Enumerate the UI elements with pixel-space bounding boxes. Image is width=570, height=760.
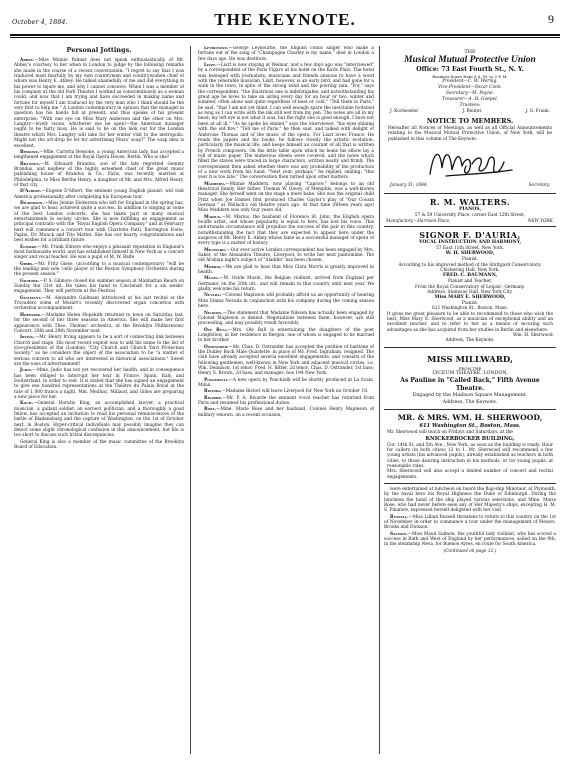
paragraph-lead: Morris. bbox=[204, 264, 222, 270]
paragraph-text: —Minnie Maddern, now playing "Caprice," belongs to an old theatrical family. Her father, Thomas W. Davey, of Memphis, was a well-known manager. She herself went on the stage a mere babe. She was the original child Fritz when Joe Emmet first produced Charles Gaylor's play of "Our Cousin German," at Wallack's old theatre years ago. At that time (fifteen years ago) Miss Maddern was only four years old. bbox=[198, 181, 374, 214]
paragraph-text: —Miss Jennie Dickerson who left for England in the spring has, we are glad to hear, achieved quite a success. In addition to singing at some of the best London concerts, she has taken part in many musical entertainments in society circles. She is now fulfilling an engagement as principal contralto with the "Royal English Opera Company," and in February next will commence a concert tour with Charlotta Patti, Barrington Foote, Papini, Dr. Munck and Tito Mattei. She has our hearty congratulations and best wishes for a brilliant future. bbox=[14, 200, 184, 244]
article-paragraph bbox=[384, 487, 556, 514]
auria-subtitle: VOCAL INSTRUCTION AND HARMONY, bbox=[418, 240, 522, 246]
walters-pianos: PIANOS, bbox=[458, 206, 482, 212]
column-divider-1 bbox=[190, 46, 191, 754]
walters-name: R. M. WALTERS. bbox=[429, 196, 511, 207]
paragraph-text: —Mr. Henry Irving appears to be a sort of connecting link between Church and stage. His most recent exploit was to add his name to the list of vice-presidents of the (London) "City Church and Church Yard Protection Society," as he considers the object of the association to be "a matter of serious concern to all who are interested in historical associations." Sweet are the uses of advertisement! bbox=[14, 335, 184, 367]
article-paragraph bbox=[14, 150, 184, 161]
page-date: October 4, 1884. bbox=[12, 18, 68, 26]
union-trustees bbox=[386, 109, 554, 115]
article-paragraph bbox=[198, 63, 374, 181]
article-paragraph bbox=[198, 276, 374, 292]
paragraph-text: —Miss Lillian Russell threatens to return to this country on the 1st of November in order to commence a tour under the management of Messrs. Brooks and Dickson. bbox=[384, 514, 556, 531]
millward-name: MISS MILLWARD, bbox=[427, 354, 513, 365]
notice-date: January 31, 1884. bbox=[390, 182, 428, 188]
page-number: 9 bbox=[548, 12, 554, 26]
paragraph-text: —Liszt is now staying at Weimar, and a few days ago was "interviewed" by a correspondent of the Paris Figaro at his hotel on the Karls Platz. The hotel was besieged with journalists, musicians and friends anxious to have a word with the venerable musician. Liszt, however, is an early bird, and had gone for a walk in the town, in spite of the strong wind and the pouring rain. "For," says the correspondent, "the illustrious one is indefatigable, and notwithstanding his great age he loves to take an airing every day for an hour or two, winter and summer, often alone and quite regardless of heat or cold." "Tell them in Paris," he said, "that I am not yet blind. I can well enough spare the inevitable footstool as long as I can write with the ink still wet from my pen. The notes are all in my head; my left eye is not what it was, but the right one is good enough. I have not been at all ill." "As he spoke he smiled," says the interviewer, "his eyes shining with the old fire." "Tell me of Paris," he then said, and talked with delight of Ambroise Thomas and of the music of the opera. For Liszt loves France. He reads the papers and his books, he follows closely the artistic evolution, particularly the musical life, and keeps himself au courant of all that is written by French composers. On the little table upon which he leans his elbow lay a roll of music paper. The numerous sheets were covered, and the notes which filled the staves were traced in large characters, written neatly and firmly. The correspondent then asked whether there was any probability of the production of a new work from his hand. "Next year, perhaps," he replied, smiling; "this year it is too late." The conversation then turned upon other matters. bbox=[198, 63, 374, 181]
paragraph-text: —The statement that Madame Nilsson has actually been engaged by Colonel Mapleson is denied. Negotiations between them, however, are still proceeding, and may possibly result favorably. bbox=[198, 310, 374, 327]
paragraph-lead: Brandus. bbox=[20, 161, 41, 167]
paragraph-list bbox=[198, 46, 374, 418]
paragraph-lead: Rose. bbox=[204, 407, 217, 413]
column-middle bbox=[198, 46, 374, 756]
teacher3-address: 611 Washington St., Boston, Mass. bbox=[432, 306, 508, 312]
union-the: THE bbox=[464, 49, 476, 55]
article-paragraph bbox=[14, 401, 184, 438]
teacher2-line: From the Royal Conservatory of Leipsic, Germany. bbox=[414, 284, 526, 290]
paragraph-lead: Ristori. bbox=[204, 389, 222, 395]
paragraph-text: —We are glad to hear that Miss Clara Morris is greatly improved in health. bbox=[198, 264, 374, 276]
article-paragraph bbox=[198, 396, 374, 407]
article-paragraph bbox=[14, 189, 184, 200]
teacher1-line: According to his improved method of the Stuttgard Conservatory. bbox=[398, 262, 542, 268]
article-paragraph bbox=[198, 389, 374, 394]
column-divider-2 bbox=[379, 46, 380, 754]
handwritten-signature bbox=[426, 144, 516, 182]
paragraph-text: —Miss Minnie Palmer does not speak enthusiastically of Mr. Abbey's courtesy to her when in London to judge by the following remarks she made in the course of a recent conversation: "I regret to say that I was traduced most fearfully by my own countrymen and countrywomen chief of whom was Henry E. Abbey. He talked shamefully of me and did everything in his power to injure me, and why I cannot conceive. When I was a member of his company at the old Park Theatre I worked as conscientiously as a woman could, and now that I am trying and have succeeded in making name and fortune for myself I am traduced by the very man who I think should be the very first to help me." A London contemporary in opinion that the manager in question has his hands full at present, and thus speaks of his present enterprise: "With one eye on Miss Mary Anderson and the other on Mrs. Langtry—lovely vision, whichever eye be open!—the American manager ought to be fairly busy. He is said to be on the look out for the London theatre which Mrs. Langtry will take for her winter visit to the metropolis. Might not the art-drop be let for advertising Pears' soap?" The soap idea is excellent. bbox=[14, 58, 184, 149]
union-secretary: Secretary—M. Payne. bbox=[445, 91, 495, 96]
millward-theatre: LYCEUM THEATRE, LONDON, bbox=[432, 370, 508, 376]
paragraph-lead: Gibbs. bbox=[20, 261, 34, 267]
paragraph-list bbox=[384, 487, 556, 548]
paragraph-lead: Hopekirk. bbox=[20, 312, 42, 318]
paragraph-text: were entertained at luncheon on board the flag-ship Minotaur, at Plymouth, by the naval hero his Royal Highness the Duke of Edinburgh. During the luncheon the band of the ship played various selections, and Mme. Marie Rose, who had never before seen any of Her Majesty's ships, excepting H. M. S. Pinafore, expressed herself delighted with her visit. bbox=[384, 486, 556, 514]
article-paragraph bbox=[14, 296, 184, 312]
paragraph-lead: Guilmant. bbox=[20, 295, 42, 301]
paragraph-text: —Madame Helen Hopekirk returned to town on Saturday last, for the second of her three seasons in America. She will make her first appearance with Theo. Thomas' orchestra, at the Brooklyn Philharmonic Concert, 28th and 29th November next. bbox=[14, 312, 184, 334]
paragraph-lead: Marius. bbox=[204, 214, 222, 220]
paragraph-text: —M. Ovide Musin, the Belgian violinist, arrived from England per Germanic on the 20th ult., and will remain in this country until next year. We gladly welcome his return. bbox=[198, 276, 374, 293]
paragraph-lead: Ostrander. bbox=[204, 344, 229, 350]
millward-role: As Pauline in "Called Back," Fifth Avenue Theatre. bbox=[400, 377, 540, 393]
paragraph-lead: Judic. bbox=[20, 368, 33, 374]
union-ad bbox=[384, 46, 556, 194]
article-paragraph bbox=[198, 265, 374, 276]
masthead-title: THE KEYNOTE. bbox=[214, 10, 356, 29]
millward-from: FROM THE bbox=[458, 365, 482, 371]
article-paragraph bbox=[14, 313, 184, 334]
article-paragraph bbox=[14, 162, 184, 189]
paragraph-text: —Mr. P. A. Rivarde the eminent vocal teacher has returned from Paris and resumed his professional duties. bbox=[198, 395, 374, 406]
paragraph-lead: Maddern. bbox=[204, 181, 226, 187]
walters-city: NEW YORK. bbox=[527, 217, 554, 223]
paragraph-lead: Bessone. bbox=[20, 149, 40, 155]
union-office: Office: 73 East Fourth St., N. Y. bbox=[416, 66, 524, 73]
page-header bbox=[8, 8, 562, 34]
paragraph-lead: Koch. bbox=[20, 401, 34, 407]
paragraph-lead: Rivarde. bbox=[204, 395, 223, 401]
sherwood-address: 611 Washington St., Boston, Mass. bbox=[419, 423, 521, 430]
walters-address: 57 & 59 University Place, corner East 12th Street, bbox=[414, 212, 526, 218]
walters-manufactory bbox=[386, 218, 554, 223]
sherwood-text2: Cor. 14th St. and 5th Ave., New York, as soon as the building is ready. Hour for callers (in both cities) 12 to 1. Mr. Sherwood will recommend a few young artists (his advanced pupils), already established as teachers in both cities, to those desiring instruction in his methods, or for young pupils, at reasonable rates. bbox=[387, 442, 553, 469]
auria-address: 57 East 11th Street, New York. bbox=[436, 246, 504, 252]
teacher3-text: It gives me great pleasure to be able to recommend to those who wish the best, Miss Mary E. Sherwood, as a musician of exceptional ability and an excellent teacher, and to refer to her as a means of securing such advantages as she has acquired from her studies in Berlin and elsewhere. bbox=[387, 311, 553, 333]
notice-text: Hereafter all Notices of Meetings, as well as all Official Announcements relating to the Musical Mutual Protective Union, of New York, will be published in this column of The Keynote. bbox=[388, 126, 552, 142]
article-paragraph bbox=[198, 345, 374, 377]
article-paragraph bbox=[198, 46, 374, 62]
notice-title: NOTICE TO MEMBERS. bbox=[426, 117, 514, 125]
auria-ad bbox=[384, 227, 556, 348]
paragraph-text: —M. Alexandre Guilmant introduced at his last recital at the Trocadéro some of Mozart's recently discovered organ concertos with orchestral accompaniment. bbox=[14, 295, 184, 312]
column-advertisements bbox=[384, 46, 556, 756]
paragraph-text: —M. Edouard Brandus, son of the late regretted Gemmy Brandus, and nephew of the highly esteemed chief of the great music publishing house of Brandus & Co., Paris, was recently married at Philadelphia, to Miss Berthe Henry, a daughter of Mr. and Mrs. Alfred Henry, of that city. bbox=[14, 161, 184, 188]
paragraph-lead: Dickerson. bbox=[20, 200, 44, 206]
article-paragraph bbox=[14, 440, 184, 451]
paragraph-text: —Mr. Frank Elmore who enjoys a pleasant reputation in England's most fashionable world, and has established himself in New York as a concert singer and vocal teacher. He was a pupil of M. W. Balfe. bbox=[14, 244, 184, 261]
article-paragraph bbox=[384, 532, 556, 548]
paragraph-text: —A new opera by Ponchielli will be shortly produced at La Scala, Milan. bbox=[198, 377, 374, 388]
paragraph-lead: Russell. bbox=[390, 514, 409, 520]
walters-manufactory-label: Manufactory—Harrison Place, bbox=[386, 217, 451, 223]
article-paragraph bbox=[384, 515, 556, 531]
union-president: President—C. W. Wernig. bbox=[442, 79, 498, 84]
union-name: Musical Mutual Protective Union bbox=[404, 55, 536, 65]
teacher1-address: Chickering Hall, New York. bbox=[440, 267, 500, 273]
paragraph-lead: Gilmore. bbox=[20, 278, 40, 284]
millward-ad bbox=[384, 348, 556, 411]
article-paragraph bbox=[14, 279, 184, 295]
paragraph-lead: Salmon. bbox=[390, 531, 408, 537]
union-trustees-label: Trustees: bbox=[459, 103, 481, 108]
teacher1-role: Pianist. bbox=[461, 257, 479, 263]
paragraph-lead: Ole Bull. bbox=[204, 327, 229, 333]
article-paragraph bbox=[198, 407, 374, 418]
paragraph-lead: Liszt. bbox=[204, 63, 217, 69]
union-vice-president: Vice-President—Oscar Coon. bbox=[437, 85, 503, 90]
trustee-name: J. Kocheseler. bbox=[390, 109, 420, 114]
sherwood-text3: Mrs. Sherwood will also accept a limited number of concert and recital engagements. bbox=[387, 469, 553, 480]
paragraph-lead: Leybourne. bbox=[204, 46, 229, 51]
paragraph-lead: Nilsson. bbox=[204, 310, 223, 316]
signature-block bbox=[386, 142, 554, 182]
teacher2-name: FRED. C. BAUMANN, bbox=[442, 273, 498, 279]
article-paragraph bbox=[14, 58, 184, 149]
article-paragraph bbox=[14, 201, 184, 244]
paragraph-text: —M. Marius, the husband of Florence St. John, the English opera bouffe artist, and whose popularity is equal to hers, has lost his voice. This unfortunate circumstance will prejudice the success of the pair in this country, notwithstanding the fact that they are expected to appear here under the auspices of Mr. Henry E. Abbey whose fame as a successful manager of opera of every type is a matter of history. bbox=[198, 214, 374, 247]
article-paragraph bbox=[198, 328, 374, 344]
teacher3-role: Pianist. bbox=[461, 301, 479, 307]
teacher3-footer: Address, The Keynote. bbox=[445, 338, 495, 344]
paragraph-lead: D'Albert. bbox=[20, 189, 42, 195]
notice-role: Secretary. bbox=[528, 182, 550, 188]
teacher1-name: W. H. SHERWOOD, bbox=[445, 251, 495, 257]
union-hours: Business hours from 9 A. M. to 5 P. M. bbox=[432, 74, 508, 79]
millward-address: Address, The Keynote. bbox=[442, 399, 498, 405]
paragraph-text: —George Leybourne, the English comic singer who made a fortune out of the song of "Champagne Charley is my name," died in London a few days ago. He was destitute. bbox=[198, 46, 374, 62]
paragraph-text: —General Horatio King, an accomplished lawyer, a practical musician, a gallant soldier, an earnest politician, and a thoroughly a good fellow, has accepted an invitation to read his personal reminiscences of the battle of Bladensburg and the capture of Washington, on the 1st of October next, in Boston. Hyper-critical individuals may possibly imagine they can detect some slight chronological confusion in this announcement, but life is too short to discuss such trivial discrepancies. bbox=[14, 401, 184, 439]
teacher2-role: Pianist and Teacher, bbox=[447, 279, 492, 285]
article-paragraph bbox=[14, 335, 184, 367]
article-paragraph bbox=[198, 215, 374, 247]
paragraph-lead: Ponchielli. bbox=[204, 377, 229, 383]
paragraph-lead: Elmore. bbox=[20, 244, 38, 250]
article-paragraph bbox=[14, 368, 184, 400]
header-rule-thick bbox=[10, 34, 560, 36]
paragraph-text: —Our ever active London correspondent has been engaged by Mrs. Saker, of the Alexandra Theatre, Liverpool, to write her next pantomime. The old Arabian night's subject of "Aladdin" has been chosen. bbox=[198, 247, 374, 264]
teacher3-name: Miss MARY E. SHERWOOD, bbox=[434, 295, 506, 301]
header-rule-thin bbox=[10, 37, 560, 38]
article-paragraph bbox=[198, 182, 374, 214]
auria-name: SIGNOR F. D'AURIA, bbox=[419, 230, 521, 241]
section-title: Personal Jottings. bbox=[66, 46, 132, 54]
paragraph-text: General King is also a member of the music committee of the Brooklyn Board of Education. bbox=[14, 439, 184, 451]
paragraph-text: —Mrs. Ole Bull is entertaining the daughters of the poet Longfellow, at her residence in Bergen, one of whom is engaged to be married to her brother. bbox=[198, 327, 374, 344]
paragraph-text: —Mr. Chas. D. Ostrander has accepted the position of baritone of the Dudley Buck Male Quartette, in place of Mr. Fred. Ingraham, resigned. The club have already accepted several excellent engagements; and consists of the following gentlemen, well-known in New York and adjacent musical circles, i.e. Wm. Dennison, 1st tenor; Fred. H. Bitter, 2d tenor; Chas. D. Ostrander, 1st bass; Henry S. Brown, 2d bass, and manager; box 194 New York. bbox=[198, 344, 374, 377]
sherwood-ad bbox=[384, 410, 556, 484]
paragraph-text: —Miss Maud Salmon, the youthful lady violinist, who has scored a success in Bath and West of England by her performances, sailed on the 9th, in the steamship Neva, for Buenos Ayres, en route for South America. bbox=[384, 531, 556, 548]
paragraph-text: —Mr. Fritz Giese, (according to a musical contemporary) "will be the leading and sole 'cello player of the Boston Symphony Orchestra during the present season." bbox=[14, 261, 184, 278]
article-paragraph bbox=[14, 245, 184, 261]
millward-engaged: Engaged by the Madison Square Management. bbox=[412, 393, 528, 399]
trustee-name: J. Reuter. bbox=[462, 109, 483, 114]
paragraph-list bbox=[14, 58, 184, 450]
article-paragraph bbox=[198, 378, 374, 389]
continued-note: (Continued on page 12.) bbox=[443, 548, 497, 554]
paragraph-text: —Mme. Judic has not yet recovered her health, and in consequence has been obliged to interrupt her tour in France, Spain, Italy, and Switzerland, in order to rest. It is stated that she has signed an engagement to give one hundred representations at the Théâtre du Palais Royal at the rate of 1,000 francs a night. Mm. Meilhac, Millaud, and Gilles are preparing a new piece for her. bbox=[14, 368, 184, 400]
article-paragraph bbox=[14, 262, 184, 278]
paragraph-text: —P. S. Gilmore closed his summer season at Manhattan Beach on Sunday the 31st ult. He takes his band to Cincinnati for a six weeks' engagement. They will perform at the Festival. bbox=[14, 278, 184, 295]
teacher2-address: Address, Steinway Hall, New York City. bbox=[427, 289, 513, 295]
article-paragraph bbox=[198, 248, 374, 264]
paragraph-lead: Nevada. bbox=[204, 293, 222, 299]
paragraph-text: —Madame Ristori will leave Liverpool for New York on October 18. bbox=[221, 389, 369, 395]
paragraph-text: —Mme. Marie Rose and her husband, Colonel Henry Mapleson of military renown, on a recent occasion, bbox=[198, 407, 374, 418]
sherwood-building: KNICKERBOCKER BUILDING, bbox=[425, 435, 515, 442]
article-paragraph bbox=[198, 311, 374, 327]
union-treasurer: Treasurer—A. H. Goepel. bbox=[441, 97, 499, 102]
notice-date-line bbox=[386, 182, 554, 189]
paragraph-text: —Mlle. Carlotta Bessone, a young American lady, has accepted a lengthened engagement at the Royal Opera House, Berlin. Who is she? bbox=[14, 149, 184, 161]
sherwood-name: MR. & MRS. WM. H. SHERWOOD, bbox=[397, 413, 543, 423]
walters-ad bbox=[384, 194, 556, 228]
paragraph-lead: Millward. bbox=[204, 247, 227, 253]
article-paragraph bbox=[198, 293, 374, 309]
trustee-name: J. G. Frank. bbox=[525, 109, 550, 114]
paragraph-text: —Colonel Mapleson will probably afford us an opportunity of hearing Miss Emma Nevada in conjunction with his company during the coming season here. bbox=[198, 293, 374, 310]
sherwood-text1: Mr. Sherwood will teach on Fridays and Saturdays, at the bbox=[387, 430, 513, 436]
paragraph-text: —Eugene D'Albert, the eminent young English pianist, will visit America professionally after completing his European tour. bbox=[14, 189, 184, 200]
paragraph-lead: Abbey. bbox=[20, 58, 35, 63]
teacher3-signature: Wm. H. Sherwood. bbox=[513, 333, 554, 339]
column-personal-jottings bbox=[14, 46, 184, 756]
paragraph-lead: Musin. bbox=[204, 276, 220, 282]
paragraph-lead: Irving. bbox=[20, 335, 35, 341]
